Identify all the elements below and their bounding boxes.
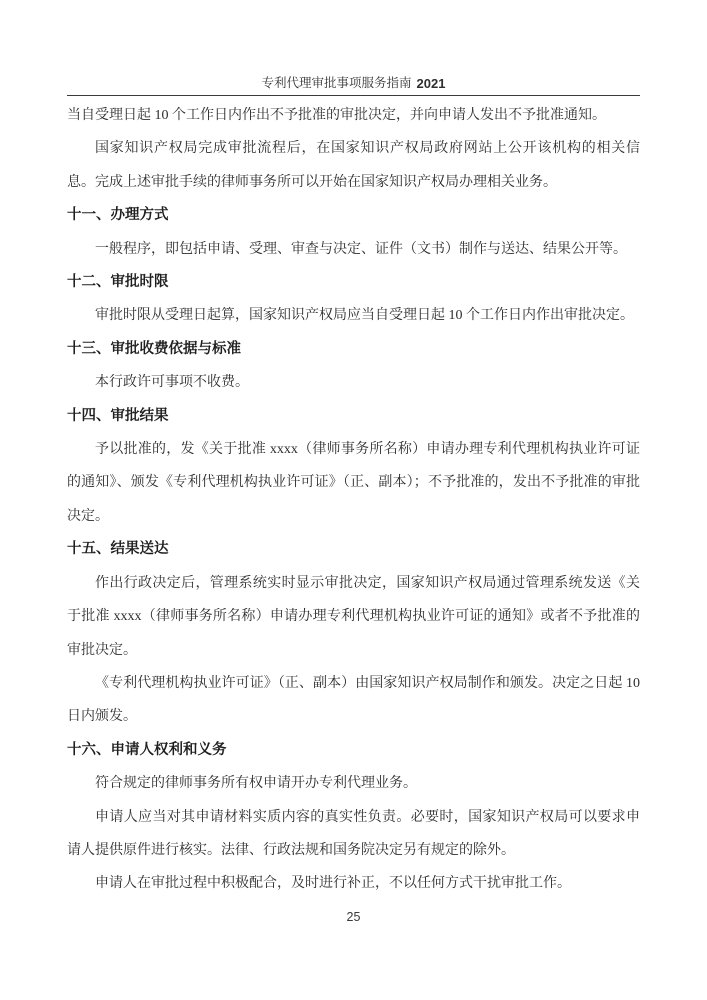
- paragraph-no-fee: 本行政许可事项不收费。: [95, 375, 249, 391]
- paragraph-approval-result: 予以批准的，发《关于批准 xxxx（律师事务所名称）申请办理专利代理机构执业许可证的通知》、颁发《专利代理机构执业许可证》（正、副本）；不予批准的，发出不予批准的审批决定。: [67, 442, 640, 524]
- running-header: [67, 0, 640, 96]
- paragraph-result-delivery-2: 《专利代理机构执业许可证》（正、副本）由国家知识产权局制作和颁发。决定之日起 10 日内颁发。: [67, 675, 640, 725]
- section-heading-12: 十二、审批时限: [67, 274, 169, 291]
- running-header-title: 专利代理审批事项服务指南: [261, 76, 412, 90]
- paragraph-applicant-rights-1: 符合规定的律师事务所有权申请开办专利代理业务。: [95, 776, 417, 792]
- document-body: [67, 99, 640, 901]
- section-heading-16: 十六、申请人权利和义务: [67, 741, 227, 758]
- section-heading-11: 十一、办理方式: [67, 207, 169, 224]
- paragraph-result-delivery-1: 作出行政决定后，管理系统实时显示审批决定，国家知识产权局通过管理系统发送《关于批准 xxxx（律师事务所名称）申请办理专利代理机构执业许可证的通知》或者不予批准的审批决定。: [67, 575, 640, 658]
- page-number: 25: [346, 910, 361, 924]
- section-heading-15: 十五、结果送达: [67, 541, 169, 558]
- paragraph-publication-info: 国家知识产权局完成审批流程后，在国家知识产权局政府网站上公开该机构的相关信息。完成上述审批手续的律师事务所可以开始在国家知识产权局办理相关业务。: [67, 141, 640, 190]
- running-header-year: 2021: [416, 76, 446, 91]
- section-heading-14: 十四、审批结果: [67, 407, 169, 424]
- paragraph-continuation: 当自受理日起 10 个工作日内作出不予批准的审批决定，并向申请人发出不予批准通知。: [67, 108, 606, 123]
- section-heading-13: 十三、审批收费依据与标准: [67, 340, 241, 357]
- paragraph-applicant-rights-3: 申请人在审批过程中积极配合，及时进行补正，不以任何方式干扰审批工作。: [95, 876, 571, 892]
- paragraph-applicant-rights-2: 申请人应当对其申请材料实质内容的真实性负责。必要时，国家知识产权局可以要求申请人提供原件进行核实。法律、行政法规和国务院决定另有规定的除外。: [67, 809, 640, 858]
- paragraph-handling-method: 一般程序，即包括申请、受理、审查与决定、证件（文书）制作与送达、结果公开等。: [95, 241, 627, 257]
- paragraph-approval-time-limit: 审批时限从受理日起算，国家知识产权局应当自受理日起 10 个工作日内作出审批决定。: [95, 308, 634, 324]
